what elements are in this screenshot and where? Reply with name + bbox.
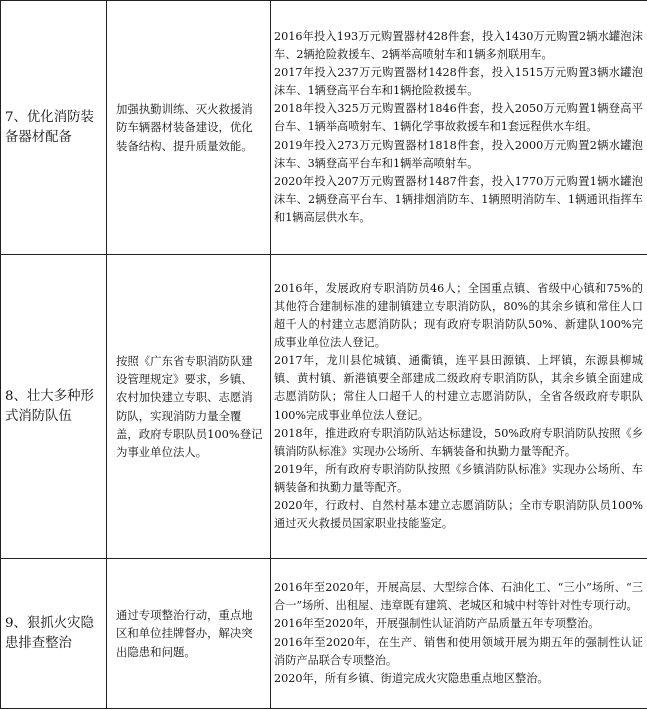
item-cell: 7、优化消防装备器材配备 (1, 1, 107, 255)
progress-cell (271, 559, 647, 709)
item-cell: 9、狠抓火灾隐患排查整治 (1, 559, 107, 709)
progress-line: 2019年，所有政府专职消防队按照《乡镇消防队标准》实现办公场所、车辆装备和执勤力量等配齐。 (274, 462, 643, 495)
progress-line: 2019年投入273万元购置器材1818件套，投入2000万元购置2辆水罐泡沫车、3辆登高平台车和1辆举高喷射车。 (274, 138, 643, 170)
table-row (1, 1, 647, 255)
progress-line: 2018年，推进政府专职消防队站达标建设，50%政府专职消防队按照《乡镇消防队标准》实现办公场所、车辆装备和执勤力量等配齐。 (274, 426, 643, 458)
progress-line: 2018年投入325万元购置器材1846件套，投入2050万元购置1辆登高平台车、1辆举高喷射车、1辆化学事故救援车和1套远程供水车组。 (274, 102, 643, 134)
progress-line: 2020年，行政村、自然村基本建立志愿消防队；全市专职消防队员100%通过灭火救援员国家职业技能鉴定。 (274, 499, 643, 531)
progress-line: 2020年，所有乡镇、街道完成火灾隐患重点地区整治。 (274, 671, 549, 685)
table-row (1, 255, 647, 559)
progress-cell (271, 255, 647, 559)
progress-line: 2016年至2020年，开展高层、大型综合体、石油化工、“三小”场所、“三合一”场所、出租屋、违章既有建筑、老城区和城中村等针对性专项行动。 (274, 581, 643, 613)
progress-line: 2016年至2020年，开展强制性认证消防产品质量五年专项整治。 (274, 617, 600, 631)
progress-line: 2020年投入207万元购置器材1487件套，投入1770万元购置1辆水罐泡沫车、2辆登高平台车、1辆排烟消防车、1辆照明消防车、1辆通讯指挥车和1辆高层供水车。 (274, 174, 643, 225)
progress-line: 2016年，发展政府专职消防员46人；全国重点镇、省级中心镇和75%的其他符合建制标准的建制镇建立专职消防队，80%的其余乡镇和常住人口超千人的村建立志愿消防队；现有政府专职消防队50%、新建队100%完成事业单位法人登记。 (274, 281, 643, 349)
measure-cell: 加强执勤训练、灭火救援消防车辆器材装备建设，优化装备结构、提升质量效能。 (107, 1, 271, 255)
measure-cell: 通过专项整治行动，重点地区和单位挂牌督办，解决突出隐患和问题。 (107, 559, 271, 709)
progress-line: 2017年，龙川县佗城镇、通衢镇，连平县田源镇、上坪镇，东源县柳城镇、黄村镇、新港镇要全部建成二级政府专职消防队，其余乡镇全面建成志愿消防队；常住人口超千人的村建立志愿消防队，全省各级政府专职队100%完成事业单位法人登记。 (274, 354, 643, 422)
progress-line: 2016年投入193万元购置器材428件套，投入1430万元购置2辆水罐泡沫车、2辆抢险救援车、2辆举高喷射车和1辆多剂联用车。 (274, 29, 643, 61)
item-cell: 8、壮大多种形式消防队伍 (1, 255, 107, 559)
table-row (1, 559, 647, 709)
progress-line: 2017年投入237万元购置器材1428件套，投入1515万元购置3辆水罐泡沫车、1辆登高平台车和1辆抢险救援车。 (274, 66, 643, 98)
progress-cell (271, 1, 647, 255)
measure-cell: 按照《广东省专职消防队建设管理规定》要求，乡镇、农村加快建立专职、志愿消防队，实现消防力量全覆盖，政府专职队员100%登记为事业单位法人。 (107, 255, 271, 559)
progress-line: 2016年至2020年，在生产、销售和使用领域开展为期五年的强制性认证消防产品联合专项整治。 (274, 635, 643, 667)
